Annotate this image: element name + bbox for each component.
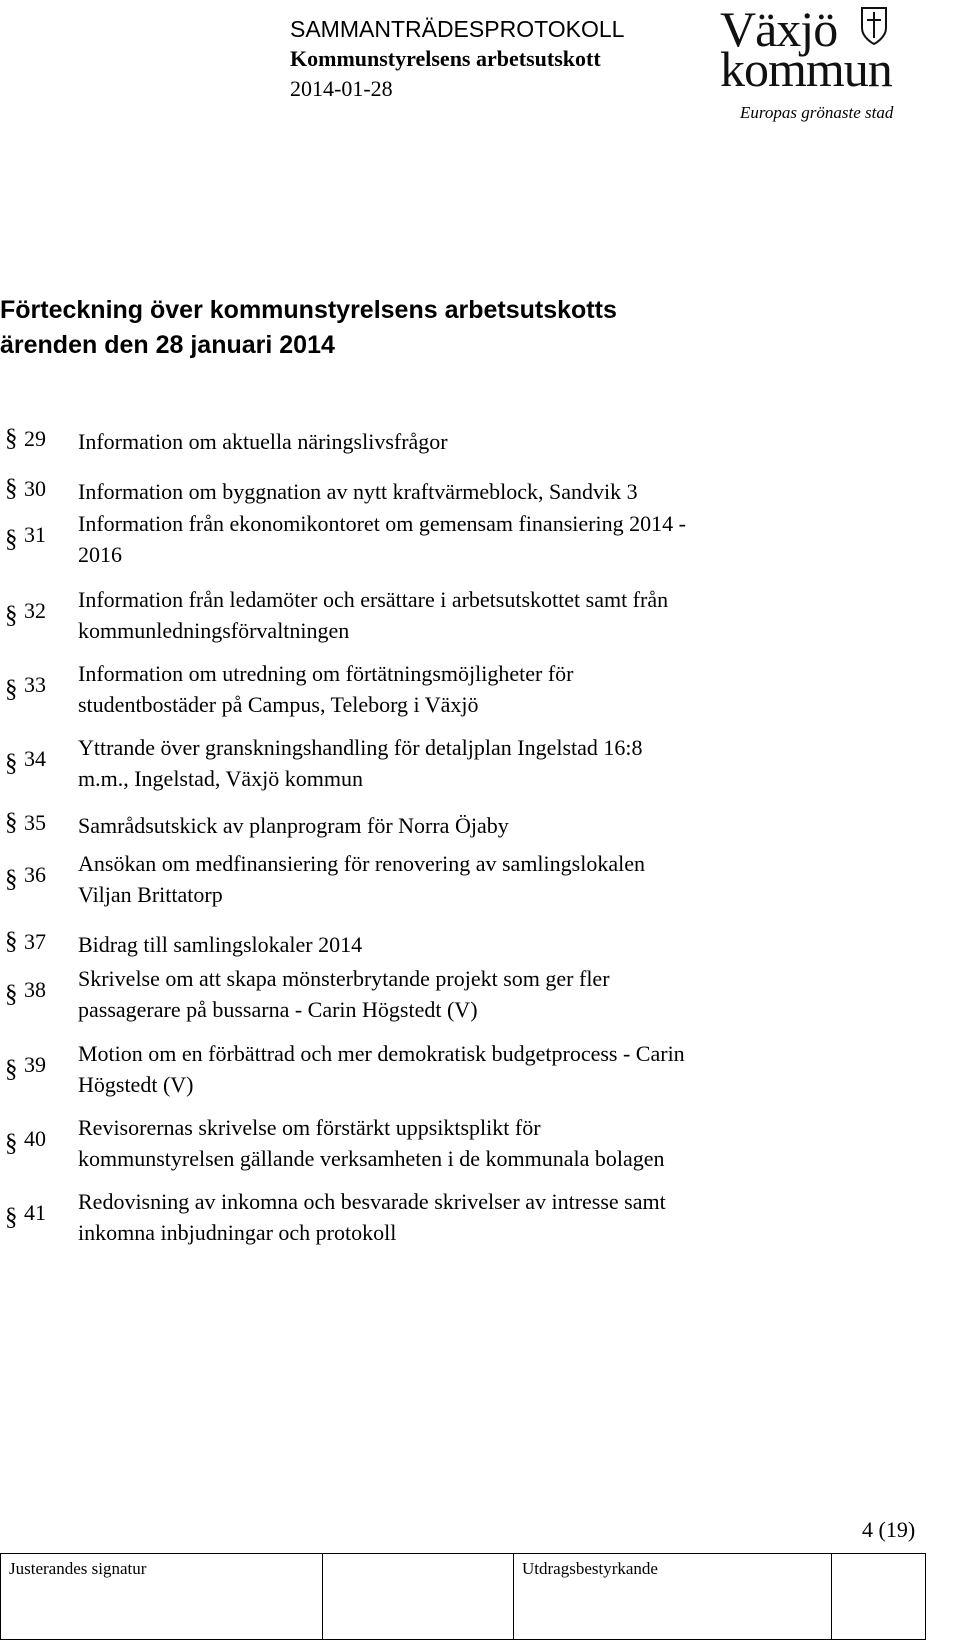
item-text-line: Yttrande över granskningshandling för detaljplan Ingelstad 16:8	[78, 735, 643, 760]
logo-line-2: kommun	[720, 41, 892, 97]
vaxjo-kommun-logo	[720, 0, 920, 130]
title-line-1: Förteckning över kommunstyrelsens arbetsutskotts	[0, 296, 617, 324]
item-text	[78, 476, 838, 507]
committee-name: Kommunstyrelsens arbetsutskott	[290, 46, 601, 71]
section-sign: §	[5, 928, 18, 955]
item-number: 34	[24, 746, 46, 771]
section-sign: §	[5, 526, 18, 553]
item-text-line: passagerare på bussarna - Carin Högstedt (V)	[78, 997, 478, 1022]
logo-line-1: Växjö	[720, 1, 838, 57]
item-text	[78, 963, 838, 1025]
item-text-line: Skrivelse om att skapa mönsterbrytande projekt som ger fler	[78, 966, 610, 991]
title-line-2: ärenden den 28 januari 2014	[0, 331, 335, 359]
item-number: 38	[24, 977, 46, 1002]
item-text-line: Redovisning av inkomna och besvarade skrivelser av intresse samt	[78, 1189, 666, 1214]
item-text-line: inkomna inbjudningar och protokoll	[78, 1220, 397, 1245]
item-number: 37	[24, 929, 46, 954]
item-text-line: studentbostäder på Campus, Teleborg i Växjö	[78, 692, 479, 717]
section-sign: §	[5, 981, 18, 1008]
extract-label: Utdragsbestyrkande	[522, 1559, 658, 1578]
item-text	[78, 929, 838, 960]
item-number: 36	[24, 862, 46, 887]
item-text	[78, 426, 838, 457]
document-header	[290, 14, 624, 104]
item-text	[78, 658, 838, 720]
item-text-line: Samrådsutskick av planprogram för Norra Öjaby	[78, 813, 509, 838]
section-sign: §	[5, 475, 18, 502]
signature-label: Justerandes signatur	[9, 1559, 147, 1578]
item-number: 41	[24, 1200, 46, 1225]
item-text-line: Viljan Brittatorp	[78, 882, 223, 907]
item-text	[78, 584, 838, 646]
item-text-line: kommunledningsförvaltningen	[78, 618, 350, 643]
item-text	[78, 810, 838, 841]
section-sign: §	[5, 425, 18, 452]
signature-cell	[1, 1554, 323, 1639]
item-number: 33	[24, 672, 46, 697]
item-text-line: m.m., Ingelstad, Växjö kommun	[78, 766, 363, 791]
item-text-line: Ansökan om medfinansiering för renovering av samlingslokalen	[78, 851, 645, 876]
item-text	[78, 1038, 838, 1100]
item-text	[78, 1112, 838, 1174]
item-text-line: Information från ledamöter och ersättare i arbetsutskottet samt från	[78, 587, 669, 612]
section-sign: §	[5, 750, 18, 777]
extract-cell	[514, 1554, 832, 1639]
section-sign: §	[5, 676, 18, 703]
item-text	[78, 1186, 838, 1248]
section-sign: §	[5, 602, 18, 629]
page-title	[0, 293, 900, 363]
logo-tagline: Europas grönaste stad	[740, 103, 894, 122]
item-number: 40	[24, 1126, 46, 1151]
item-number: 39	[24, 1052, 46, 1077]
section-sign: §	[5, 1204, 18, 1231]
item-text-line: Högstedt (V)	[78, 1072, 194, 1097]
meeting-date: 2014-01-28	[290, 76, 393, 101]
item-number: 30	[24, 476, 46, 501]
item-text	[78, 508, 838, 570]
item-text-line: Information om byggnation av nytt kraftvärmeblock, Sandvik 3	[78, 479, 638, 504]
item-text-line: Bidrag till samlingslokaler 2014	[78, 932, 363, 957]
item-number: 29	[24, 426, 46, 451]
section-sign: §	[5, 1056, 18, 1083]
item-text-line: kommunstyrelsen gällande verksamheten i de kommunala bolagen	[78, 1146, 665, 1171]
item-text-line: 2016	[78, 542, 122, 567]
blank-cell-1	[323, 1554, 514, 1639]
item-text-line: Motion om en förbättrad och mer demokratisk budgetprocess - Carin	[78, 1041, 685, 1066]
item-text-line: Information om aktuella näringslivsfrågor	[78, 429, 448, 454]
item-number: 32	[24, 598, 46, 623]
item-text	[78, 848, 838, 910]
document-type: SAMMANTRÄDESPROTOKOLL	[290, 16, 625, 42]
item-number: 31	[24, 522, 46, 547]
item-text	[78, 732, 838, 794]
section-sign: §	[5, 809, 18, 836]
item-text-line: Information från ekonomikontoret om gemensam finansiering 2014 -	[78, 511, 686, 536]
page-number: 4 (19)	[862, 1517, 916, 1542]
item-number: 35	[24, 810, 46, 835]
section-sign: §	[5, 1130, 18, 1157]
footer-table	[0, 1553, 926, 1640]
section-sign: §	[5, 866, 18, 893]
item-text-line: Revisorernas skrivelse om förstärkt uppsiktsplikt för	[78, 1115, 541, 1140]
blank-cell-2	[832, 1554, 925, 1639]
item-text-line: Information om utredning om förtätningsmöjligheter för	[78, 661, 574, 686]
